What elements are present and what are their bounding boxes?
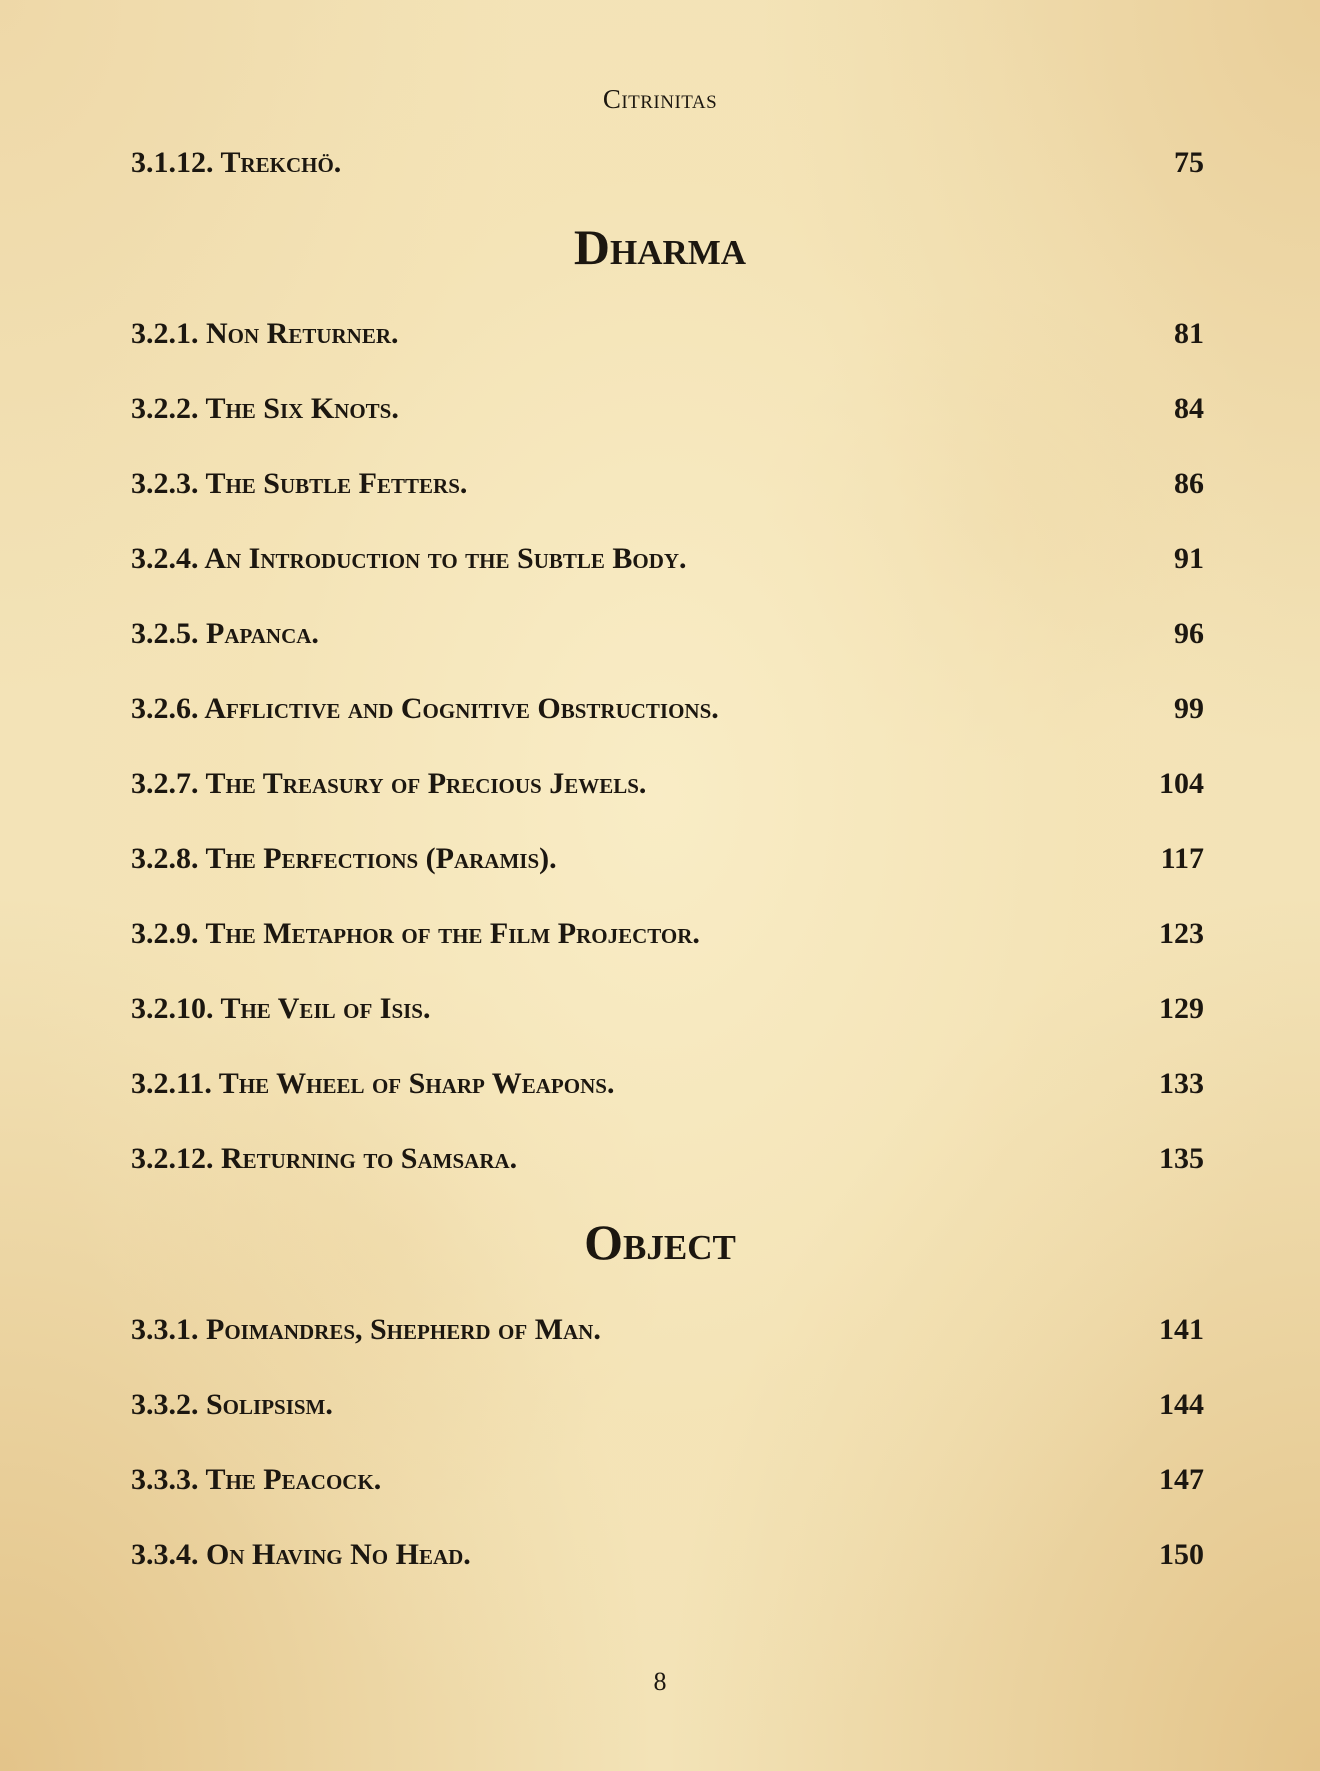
toc-entry[interactable] [131,1067,1204,1107]
toc-entry[interactable] [131,1388,1204,1428]
toc-entry-title: 3.2.2. The Six Knots. [131,392,399,425]
toc-entry-page: 81 [1174,317,1204,350]
toc-entry-page: 150 [1159,1538,1204,1571]
toc-entry-page: 104 [1159,767,1204,800]
toc-entry[interactable] [131,617,1204,657]
toc-entry-page: 91 [1174,542,1204,575]
toc-entry-page: 147 [1159,1463,1204,1496]
toc-entry-title: 3.2.11. The Wheel of Sharp Weapons. [131,1067,615,1100]
toc-entry[interactable] [131,1142,1204,1182]
toc-entry-page: 123 [1159,917,1204,950]
toc-entry-title: 3.3.4. On Having No Head. [131,1538,471,1571]
toc-entry-page: 141 [1159,1313,1204,1346]
toc-entry-title: 3.2.3. The Subtle Fetters. [131,467,468,500]
toc-entry-title: 3.3.2. Solipsism. [131,1388,333,1421]
toc-entry-title: 3.2.7. The Treasury of Precious Jewels. [131,767,647,800]
toc-entry-title: 3.2.12. Returning to Samsara. [131,1142,518,1175]
toc-entry-title: 3.2.9. The Metaphor of the Film Projector. [131,917,700,950]
toc-entry[interactable] [131,992,1204,1032]
toc-entry[interactable] [131,692,1204,732]
toc-entry-title: 3.2.10. The Veil of Isis. [131,992,431,1025]
toc-entry[interactable] [131,146,1204,186]
toc-entry-title: 3.2.6. Afflictive and Cognitive Obstructions. [131,692,719,725]
toc-entry-page: 96 [1174,617,1204,650]
section-heading-dharma: Dharma [573,219,747,275]
toc-entry-page: 144 [1159,1388,1204,1421]
toc-entry-title: 3.2.1. Non Returner. [131,317,399,350]
toc-entry-title: 3.2.8. The Perfections (Paramis). [131,842,557,875]
toc-entry-page: 84 [1174,392,1204,425]
toc-entry-page: 133 [1159,1067,1204,1100]
toc-entry-title: 3.2.4. An Introduction to the Subtle Body. [131,542,687,575]
toc-entry-title: 3.3.3. The Peacock. [131,1463,382,1496]
toc-entry-page: 129 [1159,992,1204,1025]
toc-entry-page: 86 [1174,467,1204,500]
toc-entry-page: 99 [1174,692,1204,725]
toc-entry[interactable] [131,1463,1204,1503]
page-number: 8 [653,1667,667,1696]
toc-entry-title: 3.3.1. Poimandres, Shepherd of Man. [131,1313,601,1346]
section-heading-object: Object [584,1214,736,1270]
toc-entry[interactable] [131,1538,1204,1578]
toc-entry-page: 75 [1174,146,1204,179]
toc-entry[interactable] [131,767,1204,807]
toc-entry[interactable] [131,467,1204,507]
toc-entry-title: 3.1.12. Trekchö. [131,146,342,179]
toc-entry-page: 117 [1160,842,1204,875]
toc-entry-title: 3.2.5. Papanca. [131,617,319,650]
toc-entry[interactable] [131,917,1204,957]
toc-entry[interactable] [131,842,1204,882]
toc-entry[interactable] [131,542,1204,582]
toc-entry[interactable] [131,392,1204,432]
running-head: Citrinitas [602,84,718,114]
toc-entry[interactable] [131,317,1204,357]
toc-entry[interactable] [131,1313,1204,1353]
toc-entry-page: 135 [1159,1142,1204,1175]
